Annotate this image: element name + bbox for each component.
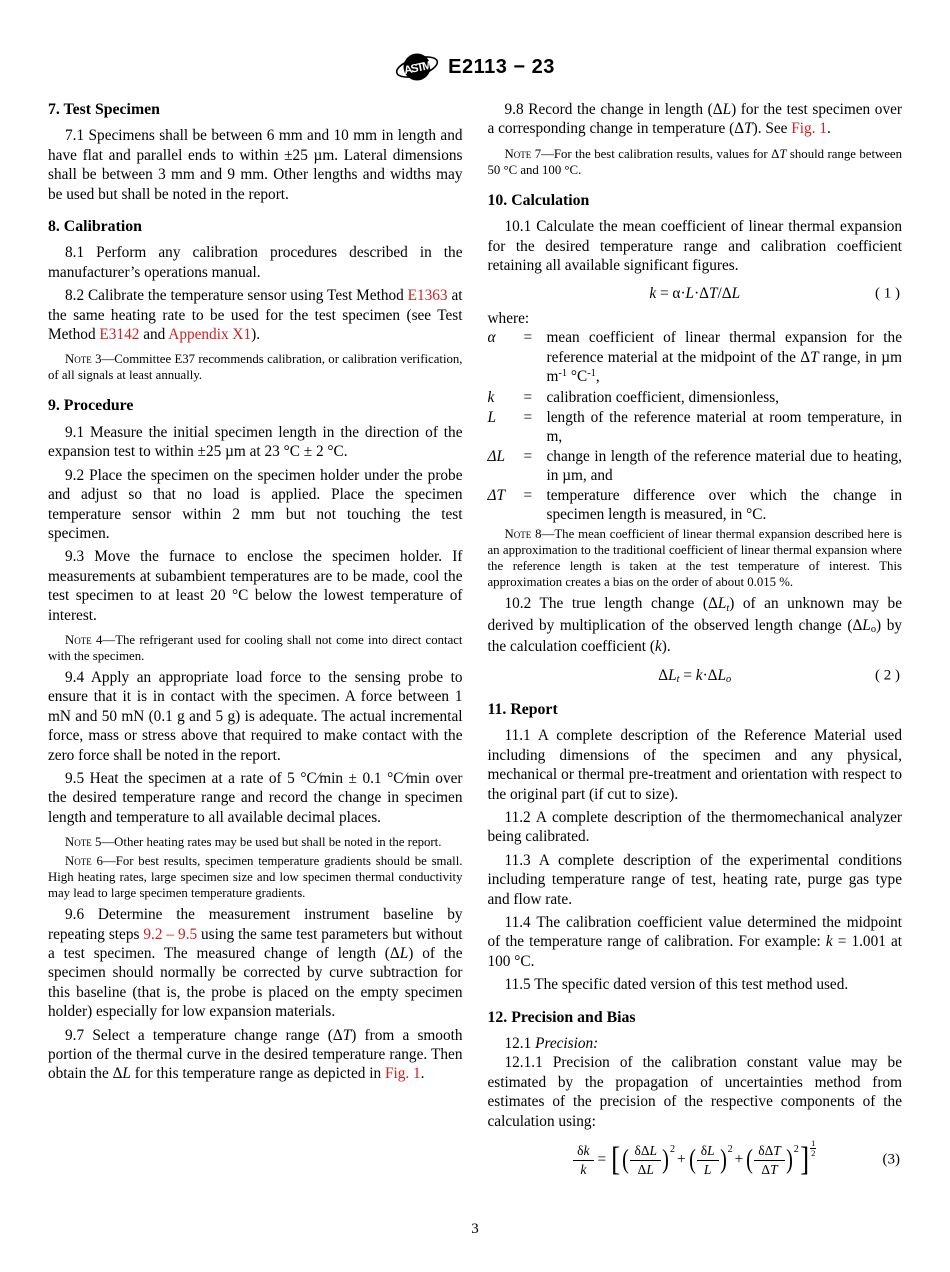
paragraph-9-6: 9.6 Determine the measurement instrument baseline by repeating steps 9.2 – 9.5 using the same test parameters but without a test specimen. The measured change of length (ΔL) of the specimen should normally be corrected by curve subtraction for this baseline (that is, the probe is placed on the empty specimen holder) especially for low expansion materials. (48, 906, 463, 1021)
equation-3-lhs-fraction (573, 1143, 593, 1177)
section-9-heading: 9. Procedure (48, 397, 134, 415)
where-definition: temperature difference over which the change in specimen length is measured, in °C. (546, 486, 902, 523)
paragraph-10-1: 10.1 Calculate the mean coefficient of linear thermal expansion for the desired temperature range and calibration coefficient retaining all available significant figures. (487, 218, 902, 275)
where-term: k (487, 389, 495, 407)
paragraph-12-1-1: 12.1.1 Precision of the calibration constant value may be estimated by the propagation of uncertainties method from estimates of the precision of the respective components of the calculation using: (487, 1054, 902, 1130)
equation-2-body: ΔLt = k·ΔLo (658, 666, 732, 686)
fraction-denominator: k (580, 1161, 587, 1177)
cross-reference-link[interactable]: Fig. 1 (791, 120, 827, 138)
equation-1 (488, 284, 903, 303)
cross-reference-link[interactable]: Appendix X1 (168, 326, 252, 344)
equation-2-number: ( 2 ) (875, 667, 900, 684)
paragraph-11-2: 11.2 A complete description of the thermomechanical analyzer being calibrated. (487, 808, 902, 846)
fraction-numerator: δΔT (754, 1143, 785, 1161)
right-bracket: ] (799, 1141, 809, 1179)
equation-3-body (573, 1138, 816, 1179)
paragraph-9-5: 9.5 Heat the specimen at a rate of 5 °C⁄min ± 0.1 °C⁄min over the desired temperature range and record the change in specimen length and temperature to all available decimal places. (48, 769, 463, 826)
note-8: Note 8—The mean coefficient of linear thermal expansion described here is an approximation to the traditional coefficient of linear thermal expansion where the reference length is taken at the test temperature of interest. This approximation creates a bias on the order of about 0.015 %. (487, 527, 902, 590)
cross-reference-link[interactable]: Fig. 1 (384, 1065, 421, 1083)
paragraph-11-1: 11.1 A complete description of the Reference Material used including dimensions of the specimen and any physical, mechanical or thermal pre-treatment and orientation with respect to the original part (if cut to size). (487, 727, 902, 803)
plus-sign: + (677, 1151, 686, 1169)
where-term: ΔL (487, 447, 505, 465)
cross-reference-link[interactable]: 9.2 – 9.5 (143, 925, 198, 943)
fraction-denominator: L (703, 1161, 712, 1177)
equation-1-body: k = α·L·ΔT/ΔL (649, 285, 741, 303)
left-bracket: [ (611, 1141, 621, 1179)
where-equals: = (523, 408, 533, 426)
plus-sign: + (734, 1151, 744, 1169)
note-3: Note 3—Committee E37 recommends calibration, or calibration verification, of all signals at least annually. (48, 352, 463, 383)
paragraph-9-8: 9.8 Record the change in length (ΔL) for the test specimen over a corresponding change in temperature (ΔT). See Fig. 1. (487, 101, 902, 138)
note-4: Note 4—The refrigerant used for cooling shall not come into direct contact with the specimen. (48, 632, 463, 663)
paragraph-11-3: 11.3 A complete description of the experimental conditions including temperature range of test, heating rate, purge gas type and flow rate. (487, 851, 902, 908)
standard-designation: E2113 − 23 (448, 55, 555, 78)
left-paren: ( (688, 1144, 696, 1175)
equals-sign: = (597, 1150, 607, 1168)
paragraph-9-3: 9.3 Move the furnace to enclose the specimen holder. If measurements at subambient temperatures are to be made, cool the test specimen to at least 20 °C below the lowest temperature of interest. (48, 548, 463, 624)
paragraph-11-5: 11.5 The specific dated version of this test method used. (504, 976, 849, 994)
equation-3-term-2 (697, 1143, 719, 1177)
right-paren: ) (719, 1144, 727, 1175)
where-equals: = (523, 447, 533, 465)
note-7: Note 7—For the best calibration results, values for ΔT should range between 50 °C and 100 °C. (487, 146, 903, 177)
paragraph-8-2: 8.2 Calibrate the temperature sensor using Test Method E1363 at the same heating rate to be used for the test specimen (see Test Method E3142 and Appendix X1). (48, 287, 463, 344)
where-term: L (487, 408, 497, 426)
left-paren: ( (746, 1144, 754, 1175)
note-6: Note 6—For best results, specimen temperature gradients should be small. High heating rates, large specimen size and low specimen thermal conductivity may lead to large specimen temperature gradients. (48, 854, 463, 901)
section-7-heading: 7. Test Specimen (48, 101, 160, 118)
where-item-k (488, 388, 903, 407)
note-5: Note 5—Other heating rates may be used but shall be noted in the report. (65, 835, 442, 850)
paragraph-10-2: 10.2 The true length change (ΔLt) of an unknown may be derived by multiplication of the observed length change (ΔLo) by the calculation coefficient (k). (487, 595, 902, 656)
page-body (48, 100, 902, 1182)
where-label: where: (487, 309, 530, 327)
fraction-denominator: ΔT (761, 1161, 778, 1177)
paragraph-9-4: 9.4 Apply an appropriate load force to the sensing probe to ensure that it is in contact with the specimen. A force between 1 mN and 50 mN (0.1 g and 5 g) is adequate. The actual incremental force, mass or stress above that required to make contact with the zero force shall be noted in the report. (48, 668, 463, 764)
paragraph-9-2: 9.2 Place the specimen on the specimen holder under the probe and adjust so that no load is applied. Place the specimen temperature sensor within 2 mm but not touching the test specimen. (48, 466, 463, 542)
equation-1-number: ( 1 ) (875, 285, 900, 302)
equation-3-number: (3) (882, 1151, 900, 1168)
where-item-dT (488, 486, 903, 525)
svg-text:ASTM: ASTM (403, 59, 432, 78)
astm-logo (395, 50, 439, 84)
where-equals: = (523, 486, 533, 504)
outer-exponent-half: $\frac{1}{2}$ (811, 1138, 816, 1159)
where-equals: = (523, 389, 533, 407)
exponent: 2 (727, 1143, 733, 1155)
paragraph-11-4: 11.4 The calibration coefficient value determined the midpoint of the temperature range of calibration. For example: k = 1.001 at 100 °C. (487, 914, 902, 970)
where-definition: length of the reference material at room temperature, in m, (546, 408, 902, 446)
paragraph-9-7: 9.7 Select a temperature change range (ΔT) from a smooth portion of the thermal curve in the desired temperature range. Then obtain the ΔL for this temperature range as depicted in Fig. 1. (48, 1026, 463, 1083)
fraction-denominator: ΔL (637, 1161, 654, 1177)
equation-3 (488, 1138, 903, 1179)
page-number: 3 (471, 1221, 479, 1237)
where-definition: calibration coefficient, dimensionless, (546, 389, 780, 407)
paragraph-9-1: 9.1 Measure the initial specimen length in the direction of the expansion test to within ±25 µm at 23 °C ± 2 °C. (48, 423, 463, 461)
cross-reference-link[interactable]: E3142 (99, 326, 140, 344)
exponent: 2 (670, 1143, 676, 1155)
exponent: 2 (793, 1143, 799, 1155)
section-11-heading: 11. Report (487, 700, 558, 718)
fraction-numerator: δL (697, 1143, 719, 1161)
fraction-numerator: δk (573, 1143, 593, 1161)
fraction-numerator: δΔL (630, 1143, 661, 1161)
left-paren: ( (622, 1144, 630, 1175)
where-definition: mean coefficient of linear thermal expansion for the reference material at the midpoint of the ΔT range, in µm $m^{-1}$ $^\circ C^{-1}$, (546, 329, 902, 386)
cross-reference-link[interactable]: E1363 (407, 287, 448, 305)
where-item-L (488, 408, 903, 447)
equation-3-term-1 (630, 1143, 661, 1177)
where-term: α (487, 329, 496, 347)
left-column (48, 100, 463, 1182)
right-paren: ) (785, 1144, 793, 1175)
equation-3-term-3 (754, 1143, 785, 1177)
where-equals: = (523, 329, 533, 347)
right-paren: ) (662, 1144, 669, 1175)
section-12-heading: 12. Precision and Bias (487, 1008, 636, 1026)
where-item-alpha (488, 328, 903, 388)
where-definition: change in length of the reference material due to heating, in µm, and (546, 447, 902, 485)
section-10-heading: 10. Calculation (487, 191, 590, 209)
section-8-heading: 8. Calibration (48, 218, 142, 236)
page-header (0, 0, 950, 84)
equation-2 (488, 666, 903, 687)
page-footer (0, 1221, 950, 1238)
paragraph-8-1: 8.1 Perform any calibration procedures described in the manufacturer’s operations manual. (48, 244, 463, 281)
paragraph-7-1: 7.1 Specimens shall be between 6 mm and 10 mm in length and have flat and parallel ends to within ±25 µm. Lateral dimensions shall be between 3 mm and 9 mm. Other lengths and widths may be used but shall be noted in the report. (48, 127, 463, 203)
where-term: ΔT (487, 486, 505, 504)
where-item-dL (488, 447, 903, 486)
paragraph-12-1: 12.1 Precision: (504, 1035, 599, 1053)
right-column (488, 100, 903, 1182)
